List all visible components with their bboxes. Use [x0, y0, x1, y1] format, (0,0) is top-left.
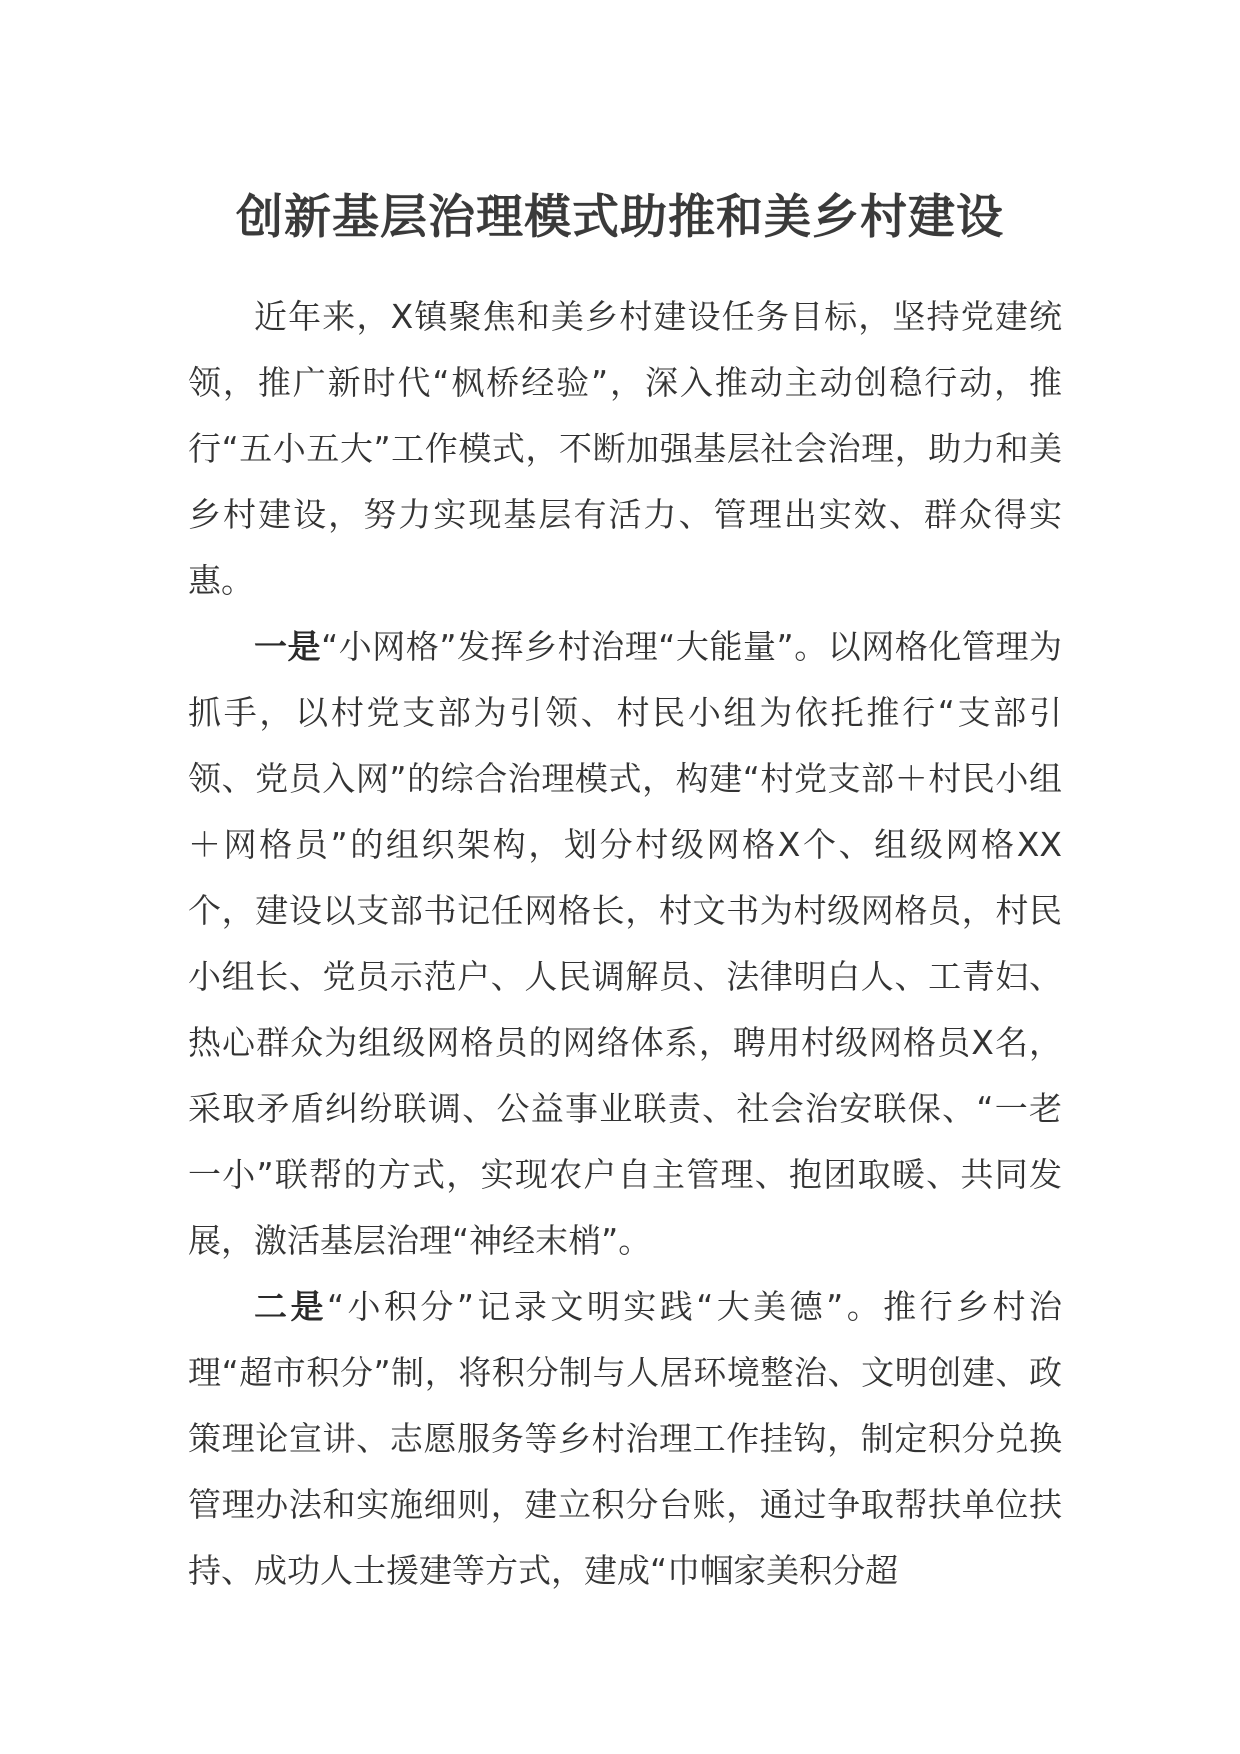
- paragraph-point-two: [188, 1274, 1062, 1604]
- paragraph-text: “小网格”发挥乡村治理“大能量”。以网格化管理为抓手，以村党支部为引领、村民小组为依托推行“支部引领、党员入网”的综合治理模式，构建“村党支部＋村民小组＋网格员”的组织架构，划分村级网格X个、组级网格XX个，建设以支部书记任网格长，村文书为村级网格员，村民小组长、党员示范户、人民调解员、法律明白人、工青妇、热心群众为组级网格员的网络体系，聘用村级网格员X名，采取矛盾纠纷联调、公益事业联责、社会治安联保、“一老一小”联帮的方式，实现农户自主管理、抱团取暖、共同发展，激活基层治理“神经末梢”。: [188, 627, 1062, 1260]
- paragraph-text: 近年来，X镇聚焦和美乡村建设任务目标，坚持党建统领，推广新时代“枫桥经验”，深入推动主动创稳行动，推行“五小五大”工作模式，不断加强基层社会治理，助力和美乡村建设，努力实现基层有活力、管理出实效、群众得实惠。: [188, 297, 1062, 600]
- paragraph-intro: [188, 284, 1062, 614]
- paragraph-text: “小积分”记录文明实践“大美德”。推行乡村治理“超市积分”制，将积分制与人居环境整治、文明创建、政策理论宣讲、志愿服务等乡村治理工作挂钩，制定积分兑换管理办法和实施细则，建立积分台账，通过争取帮扶单位扶持、成功人士援建等方式，建成“巾帼家美积分超: [188, 1287, 1063, 1590]
- document-body: [188, 284, 1062, 1604]
- paragraph-point-one: [188, 614, 1062, 1274]
- document-title: 创新基层治理模式助推和美乡村建设: [236, 190, 1004, 245]
- paragraph-lead: 一是: [254, 627, 322, 666]
- paragraph-lead: 二是: [254, 1287, 327, 1326]
